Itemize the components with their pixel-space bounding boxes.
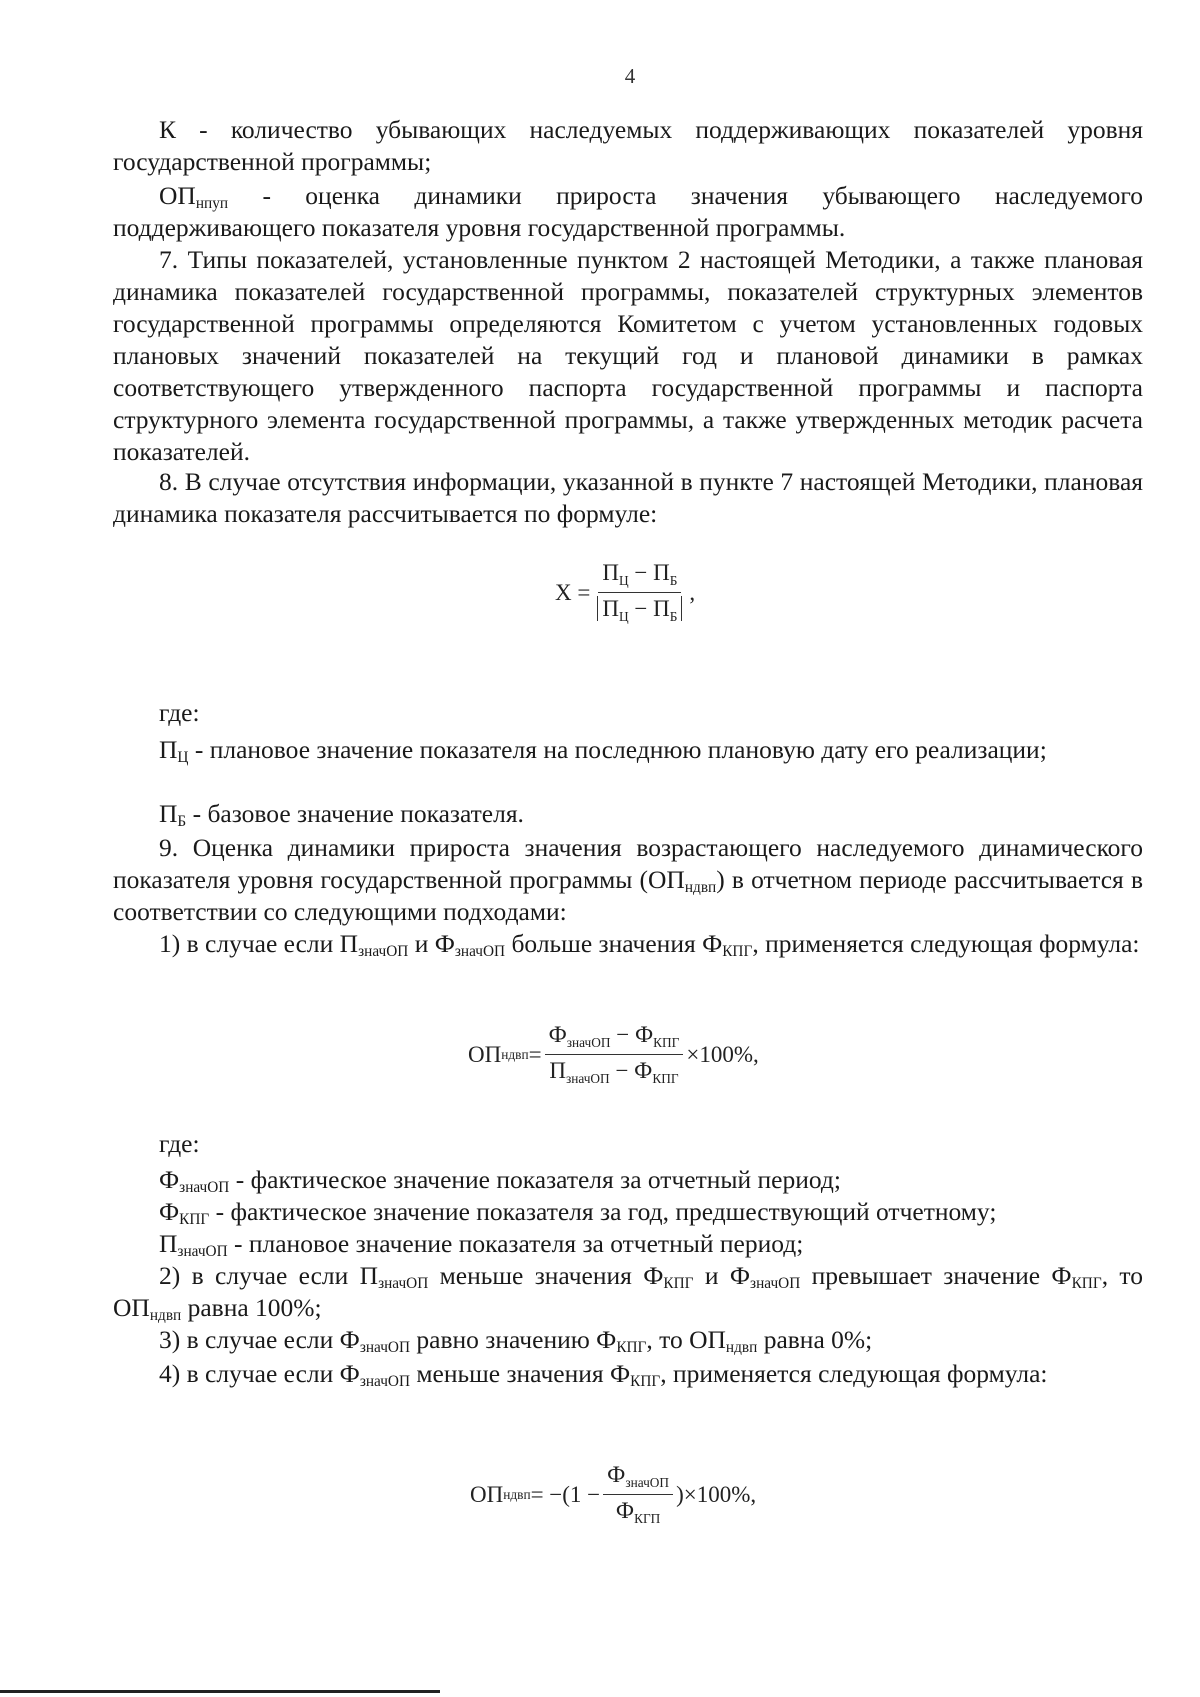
paragraph-8: 8. В случае отсутствия информации, указанной в пункте 7 настоящей Методики, плановая динамика показателя рассчитывается по формуле: <box>113 467 1143 528</box>
definition-f-znachop: $Ф_{значОП}$ - фактическое значение показателя за отчетный период; <box>159 1165 841 1196</box>
paragraph-opnpup-definition: $ОП_{нпуп}$ - оценка динамики прироста значения убывающего наследуемого поддерживающего показателя уровня государственной программы. <box>113 181 1143 242</box>
item-1: 1) в случае если $П_{значОП}$ и $Ф_{значОП}$ больше значения $Ф_{КПГ}$, применяется следующая формула: <box>159 929 1140 960</box>
definition-pb: $П_Б$ - базовое значение показателя. <box>159 799 524 830</box>
definition-pc: $П_Ц$ - плановое значение показателя на последнюю плановую дату его реализации; <box>159 735 1047 766</box>
paragraph-k-definition: К - количество убывающих наследуемых поддерживающих показателей уровня государственной программы; <box>113 115 1143 176</box>
formula-op-ndvp-2: ОП ндвп = −(1 − $\frac{Ф_{значОП}}{Ф_{КГП}}$ )×100%, <box>470 1462 757 1526</box>
formula-planned-dynamics: Х = $\frac{П_Ц - П_Б}{П_Ц - П_Б}$ , <box>555 560 696 624</box>
definition-f-kpg: $Ф_{КПГ}$ - фактическое значение показателя за год, предшествующий отчетному; <box>159 1197 997 1228</box>
where-label-1: где: <box>159 698 200 727</box>
item-4: 4) в случае если $Ф_{значОП}$ меньше значения $Ф_{КПГ}$, применяется следующая формула: <box>159 1359 1048 1390</box>
definition-p-znachop: $П_{значОП}$ - плановое значение показателя за отчетный период; <box>159 1229 804 1260</box>
item-2: 2) в случае если $П_{значОП}$ меньше значения $Ф_{КПГ}$ и $Ф_{значОП}$ превышает значение $Ф_{КПГ}$, то $ОП_{ндвп}$ равна 100%; <box>113 1261 1143 1324</box>
paragraph-9: 9. Оценка динамики прироста значения возрастающего наследуемого динамического показателя уровня государственной программы $(ОП_{ндвп})$ в отчетном периоде рассчитывается в соответствии со следующими подходами: <box>113 833 1143 926</box>
formula-op-ndvp-1: ОП ндвп = $\frac{Ф_{значОП} - Ф_{КПГ}}{П_{значОП} - Ф_{КПГ}}$ ×100%, <box>468 1022 759 1086</box>
footer-rule <box>0 1690 440 1693</box>
paragraph-7: 7. Типы показателей, установленные пунктом 2 настоящей Методики, а также плановая динамика показателей государственной программы, показателей структурных элементов государственной программы определяются Комитетом с учетом установленных годовых плановых значений показателей на текущий год и плановой динамики в рамках соответствующего утвержденного паспорта государственной программы и паспорта структурного элемента государственной программы, а также утвержденных методик расчета показателей. <box>113 245 1143 466</box>
item-3: 3) в случае если $Ф_{значОП}$ равно значению $Ф_{КПГ}$, то $ОП_{ндвп}$ равна 0%; <box>159 1325 873 1356</box>
where-label-2: где: <box>159 1129 200 1158</box>
page-number: 4 <box>624 64 636 88</box>
